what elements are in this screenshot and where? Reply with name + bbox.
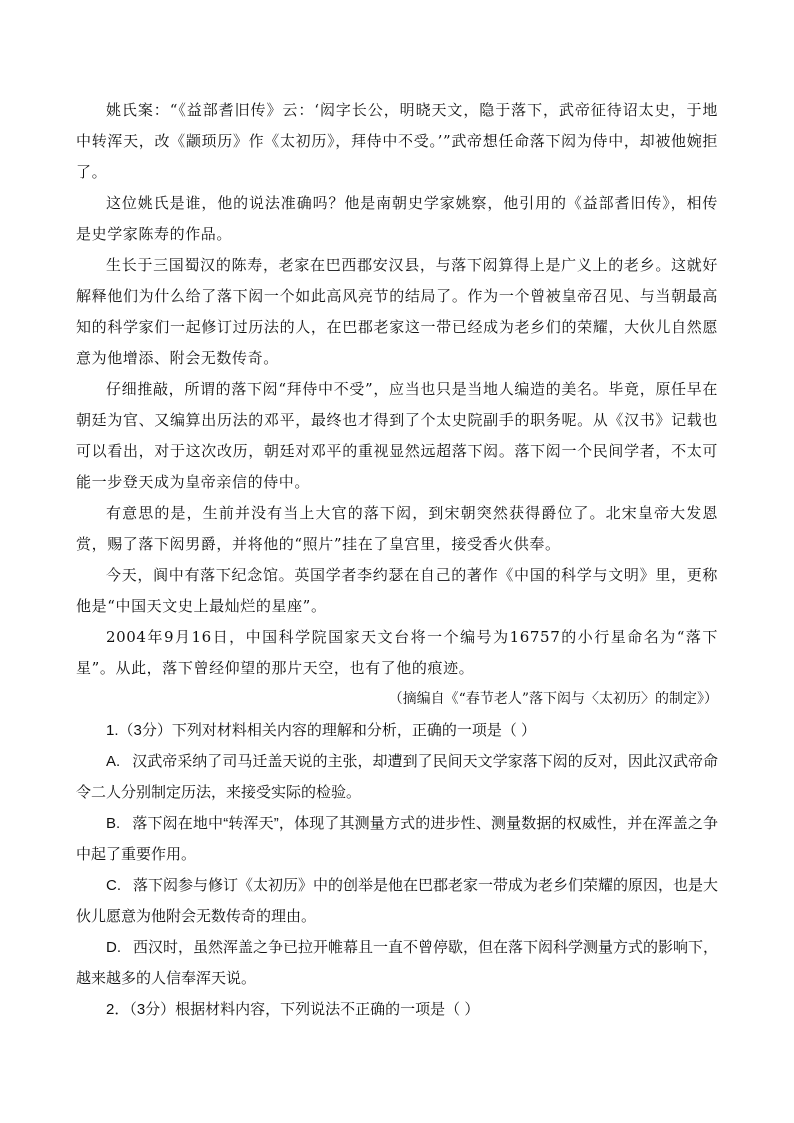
- passage-paragraph: 仔细推敲，所谓的落下闳“拜侍中不受”，应当也只是当地人编造的美名。毕竟，原任早在朝廷为官、又编算出历法的邓平，最终也才得到了个太史院副手的职务呢。从《汉书》记载也可以看出，对于这次改历，朝廷对邓平的重视显然远超落下闳。落下闳一个民间学者，不太可能一步登天成为皇帝亲信的侍中。: [76, 380, 718, 491]
- option-letter: D.: [106, 939, 121, 956]
- option-b[interactable]: [76, 808, 718, 870]
- option-letter: B.: [106, 815, 121, 832]
- passage-paragraph: 有意思的是，生前并没有当上大官的落下闳，到宋朝突然获得爵位了。北宋皇帝大发恩赏，赐了落下闳男爵，并将他的“照片”挂在了皇宫里，接受香火供奉。: [76, 504, 718, 553]
- passage-paragraph: 2004年9月16日，中国科学院国家天文台将一个编号为16757的小行星命名为“落下星”。从此，落下曾经仰望的那片天空，也有了他的痕迹。: [76, 628, 718, 677]
- option-d[interactable]: [76, 932, 718, 994]
- passage-paragraph: 这位姚氏是谁，他的说法准确吗？他是南朝史学家姚察，他引用的《益部耆旧传》，相传是史学家陈寿的作品。: [76, 194, 718, 243]
- option-text: 西汉时，虽然浑盖之争已拉开帷幕且一直不曾停歇，但在落下闳科学测量方式的影响下，越来越多的人信奉浑天说。: [76, 939, 719, 987]
- passage-paragraph: 生长于三国蜀汉的陈寿，老家在巴西郡安汉县，与落下闳算得上是广义上的老乡。这就好解释他们为什么给了落下闳一个如此高风亮节的结局了。作为一个曾被皇帝召见、与当朝最高知的科学家们一起修订过历法的人，在巴郡老家这一带已经成为老乡们的荣耀，大伙儿自然愿意为他增添、附会无数传奇。: [76, 256, 718, 367]
- option-c[interactable]: [76, 870, 718, 932]
- option-text: 汉武帝采纳了司马迁盖天说的主张，却遭到了民间天文学家落下闳的反对，因此汉武帝命令二人分别制定历法，来接受实际的检验。: [76, 753, 718, 801]
- option-a[interactable]: [76, 746, 718, 808]
- option-text: 落下闳在地中“转浑天”，体现了其测量方式的进步性、测量数据的权威性，并在浑盖之争中起了重要作用。: [76, 815, 718, 863]
- passage-source: （摘编自《“春节老人”落下闳与〈太初历〉的制定》）: [388, 691, 718, 707]
- option-letter: C.: [106, 877, 121, 894]
- option-text: 落下闳参与修订《太初历》中的创举是他在巴郡老家一带成为老乡们荣耀的原因，也是大伙儿愿意为他附会无数传奇的理由。: [76, 877, 719, 925]
- passage-paragraph: 姚氏案：“《益部耆旧传》云：‘闳字长公，明晓天文，隐于落下，武帝征待诏太史，于地中转浑天，改《颛顼历》作《太初历》，拜侍中不受。’”武帝想任命落下闳为侍中，却被他婉拒了。: [76, 101, 718, 181]
- passage-paragraph: 今天，阆中有落下纪念馆。英国学者李约瑟在自己的著作《中国的科学与文明》里，更称他是“中国天文史上最灿烂的星座”。: [76, 566, 718, 615]
- question-stem: 2．（3分）根据材料内容，下列说法不正确的一项是（ ）: [106, 1001, 480, 1018]
- question-stem: 1.（3分）下列对材料相关内容的理解和分析，正确的一项是（ ）: [106, 722, 537, 739]
- option-letter: A.: [106, 753, 121, 770]
